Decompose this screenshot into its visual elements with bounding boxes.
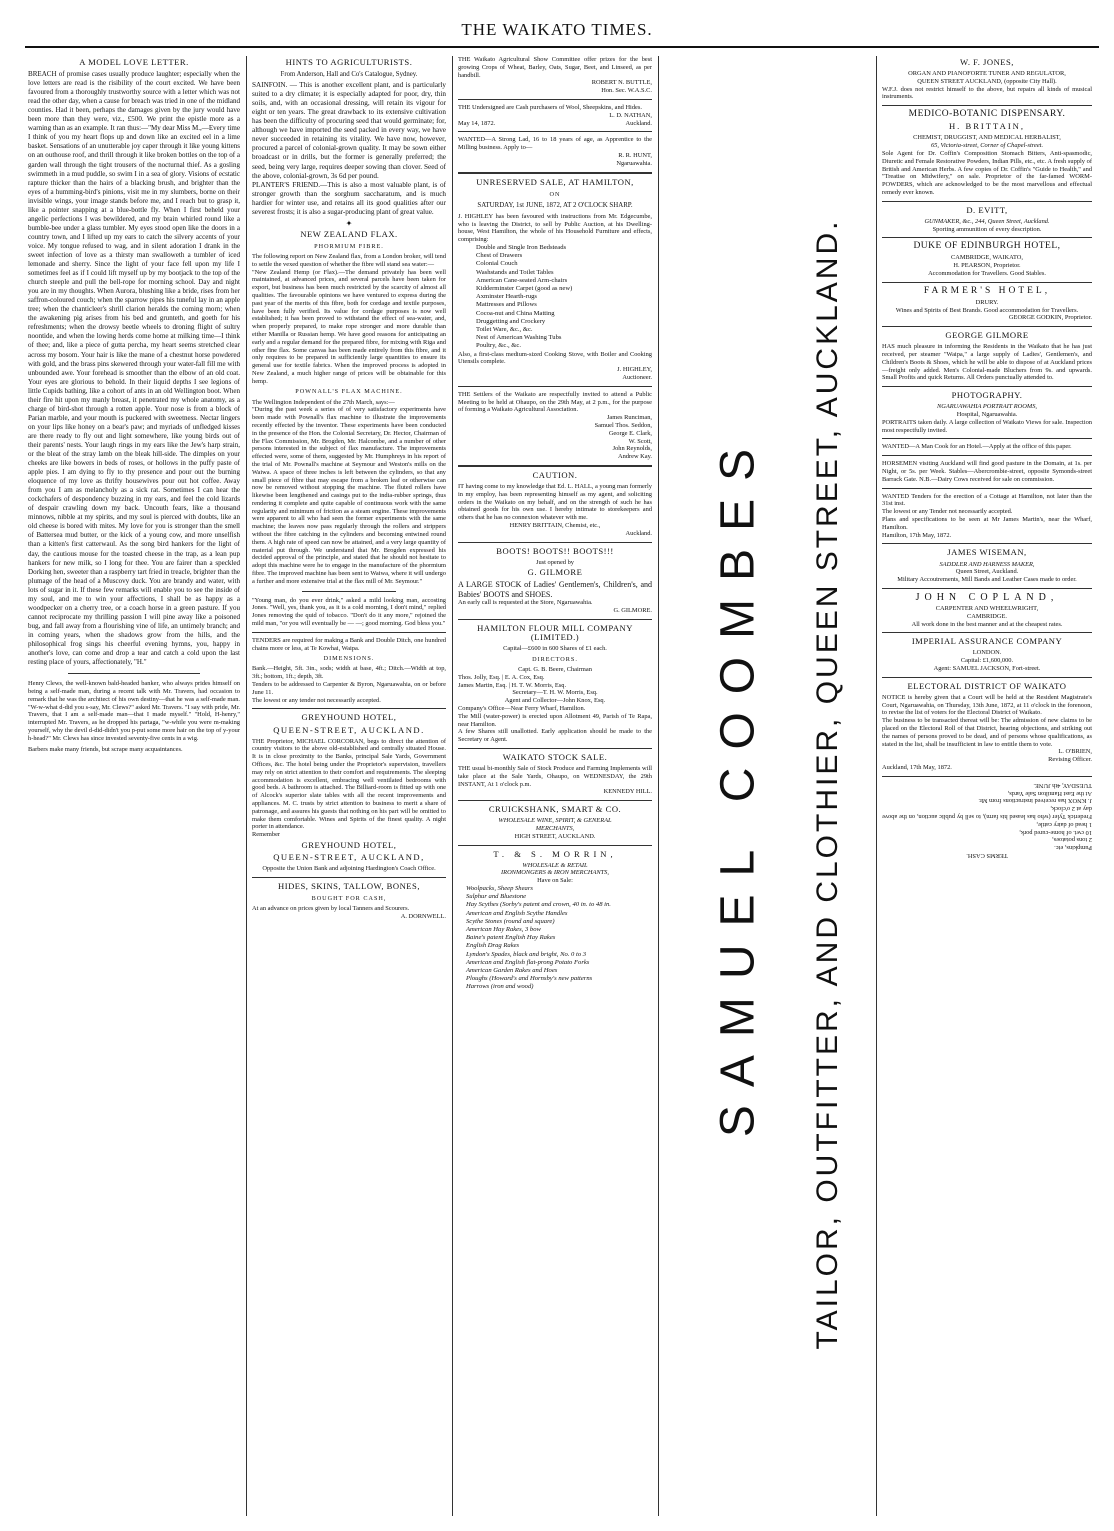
farmers-place: DRURY. xyxy=(975,298,999,306)
boots-by: Just opened by xyxy=(536,558,574,566)
hides-heading: HIDES, SKINS, TALLOW, BONES, xyxy=(278,880,420,891)
masthead xyxy=(0,0,1114,52)
divider xyxy=(882,455,1092,456)
evitt-body: Sporting ammunition of every description. xyxy=(932,225,1042,233)
inverted-line: Pumpkins, etc. xyxy=(1054,843,1092,851)
inverted-lines xyxy=(882,781,1092,851)
boots-body: A LARGE STOCK of Ladies' Gentlemen's, Children's, and Babies' BOOTS and SHOES. xyxy=(458,580,652,599)
sale-item: Cocoa-nut and China Matting xyxy=(476,309,555,317)
mill-secretary: Secretary—T. H. W. Morris, Esq. xyxy=(512,689,598,697)
sale-date: SATURDAY, 1st JUNE, 1872, AT 2 O'CLOCK SHARP. xyxy=(477,201,633,209)
sale-item: Poultry, &c., &c. xyxy=(476,342,521,350)
young-man-anecdote: "Young man, do you ever drink," asked a mild looking man, accosting Jones. "Well, yes, thank you, as it is a cold morning, I don't mind," replied Jones removing the quid of tobacco. "Don't do it any more," rejoined the mild man, "or you will eventually be — —; good morning. God bless you." xyxy=(252,596,446,628)
nathan-date: May 14, 1872. xyxy=(458,119,496,127)
stock-sale-heading: WAIKATO STOCK SALE. xyxy=(502,751,608,762)
photo-rooms: NGARUAWAHIA PORTRAIT ROOMS, xyxy=(936,403,1038,411)
botanic-address: 65, Victoria-street, Corner of Chapel-street. xyxy=(930,142,1044,150)
hints-heading: HINTS TO AGRICULTURISTS. xyxy=(285,57,413,67)
cottage-note: The lowest or any Tender not necessarily accepted. xyxy=(882,508,1013,516)
morrin-items xyxy=(458,885,652,992)
duke-heading: DUKE OF EDINBURGH HOTEL, xyxy=(913,241,1061,252)
morrin-item: American Hay Rakes, 3 bow xyxy=(466,926,541,934)
caution-place: Auckland. xyxy=(625,529,652,537)
pownall-report: "During the past week a series of of very satisfactory experiments have been made with Pownall's flax machine to illustrate the improvements recently effected by the inventor. These experiments have been conducted in the presence of the Hon. the Colonial Secretary, Dr. Hector, Chairman of the Flax Commission, Mr. Brogden, Mr. Halcombe, and a number of other persons interested in the subject of flax manufacture. The improvements effected were, some of them, suggested by Mr. Humphreys in his report of the trial of Mr. Pownall's machine at Seymour and Weston's mills on the Waiwa. A space of three inches is left between the cylinders, so that any small piece of fibre that may escape from a broken leaf or otherwise can now be removed without stopping the machine. The fluted rollers have likewise been lengthened and casings put to the india-rubber springs, thus rendering it complete and quite capable of continuous work with the same regularity and minimum of friction as a steam engine. These improvements were apparent to all who had seen the former experiments with the same machine; the leaves now pass regularly through the rollers and strippers without the fibre catching in the cylinders and becoming entwined round them. A high rate of speed can now be attained, and a very large quantity of material put through. We understand that Mr. Brogden expressed his decided approval of the principle, and stated that he should not hesitate to adopt this machine were he to engage in the manufacture of the phormium fibre. The improved machine has been sent to Waiwa, where it will undergo a further and more extensive trial at the flax mill of Mr. Seymour." xyxy=(252,406,446,585)
greyhound-remember: Remember xyxy=(252,831,281,839)
hints-source: From Anderson, Hall and Co's Catalogue, Sydney. xyxy=(280,71,418,79)
duke-body: Accommodation for Travellers. Good Stables. xyxy=(928,269,1046,277)
cruickshank-trade: WHOLESALE WINE, SPIRIT, & GENERAL xyxy=(498,817,612,825)
caution-signature: HENRY BRITTAIN, Chemist, etc., xyxy=(509,521,601,529)
morrin-item: Lyndon's Spades, black and bright, No. 0 to 3 xyxy=(466,950,587,958)
column-rule xyxy=(658,56,659,1516)
botanic-body: Sole Agent for Dr. Coffin's Composition Stomach Bitters, Anti-spasmodic, Diuretic and Female Restorative Powders, Indian Pills, etc., etc. A fresh supply of British and American Herbs. A few copies of Dr. Coffin's "Guide to Health," and "Treatise on Midwifery," on sale. Proprietor of the far-famed WORM-POWDERS, which are acknowledged to be the most marvellous and effectual remedy ever known. xyxy=(882,149,1092,196)
planters-friend-text: PLANTER'S FRIEND.—This is also a most valuable plant, is of stronger growth than the sorghum saccharatum, and is much hardier for winter use, and retains all its good qualities after our severest frosts; it is also a sugar-producing plant of great value. xyxy=(252,180,446,216)
jones-body: W.F.J. does not restrict himself to the above, but repairs all kinds of musical instruments. xyxy=(882,85,1092,101)
divider xyxy=(882,237,1092,238)
sale-item: Kidderminster Carpet (good as new) xyxy=(476,284,573,292)
morrin-heading: T. & S. MORRIN, xyxy=(493,848,617,859)
divider xyxy=(882,105,1092,106)
divider xyxy=(252,708,446,709)
love-letter-heading: A MODEL LOVE LETTER. xyxy=(79,57,189,67)
greyhound-hotel-name: GREYHOUND HOTEL, xyxy=(301,712,397,723)
sale-item: Colonial Couch xyxy=(476,260,518,268)
cook-wanted-ad: WANTED—A Man Cook for an Hotel.—Apply at the office of this paper. xyxy=(882,443,1072,451)
divider xyxy=(882,386,1092,387)
divider xyxy=(882,632,1092,633)
morrin-item: Ploughs (Howard's and Hornsby's new patterns xyxy=(466,975,593,983)
coombes-advertisement xyxy=(660,52,875,1516)
divider xyxy=(458,465,652,467)
inverted-auction-ad xyxy=(882,781,1092,859)
coombes-trade-line: TAILOR, OUTFITTER, AND CLOTHIER, QUEEN STREET, AUCKLAND. xyxy=(810,218,844,1350)
greyhound-opposite: Opposite the Union Bank and adjoining Hardington's Coach Office. xyxy=(262,865,436,873)
sale-item: Chest of Drawers xyxy=(476,252,523,260)
barbers-joke: Barbers make many friends, but scrape many acquaintances. xyxy=(28,745,183,753)
divider xyxy=(882,588,1092,589)
inverted-line: 1 head of dairy cattle, xyxy=(1036,820,1092,828)
settler-name: James Runciman, xyxy=(606,414,652,422)
duke-place: CAMBRIDGE, WAIKATO, xyxy=(950,254,1023,262)
sale-heading: UNRESERVED SALE, AT HAMILTON, xyxy=(476,176,634,187)
divider xyxy=(458,386,652,387)
copland-heading: JOHN COPLAND, xyxy=(915,591,1059,603)
stock-sale-signature: KENNEDY HILL. xyxy=(603,788,652,796)
star-ornament: ✦ xyxy=(345,218,353,228)
sale-also: Also, a first-class medium-sized Cooking Stove, with Boiler and Cooking Utensils complete. xyxy=(458,350,652,366)
cottage-tender-ad: WANTED Tenders for the erection of a Cottage at Hamilton, not later than the 31st inst. xyxy=(882,492,1092,508)
gilmore-body: HAS much pleasure in informing the Residents in the Waikato that he has just received, per steamer "Waipa," a large supply of Ladies', Gentlemen's, and Children's Boots & Shoes, which he will be able to dispose of at Auckland prices—freight only added. Men's Colonial-made Bluchers from 9s. and upwards. Small Profits and quick Returns. All Orders punctually attended to. xyxy=(882,343,1092,382)
morrin-item: English Drag Rakes xyxy=(466,942,520,950)
settlers-meeting-ad: THE Settlers of the Waikato are respectfully invited to attend a Public Meeting to be held at Ohaupo, on the 29th May, at 2 p.m., for the purpose of forming a Waikato Agricultural Association. xyxy=(458,390,652,414)
sale-item: Double and Single Iron Bedsteads xyxy=(476,243,567,251)
column-5 xyxy=(882,56,1092,1516)
copland-body: All work done in the best manner and at the cheapest rates. xyxy=(911,620,1063,628)
greyhound-hotel-name-2: GREYHOUND HOTEL, xyxy=(301,839,397,850)
column-rule xyxy=(452,56,453,1516)
pownall-intro: The Wellington Independent of the 27th March, says:— xyxy=(252,398,395,406)
imperial-capital: Capital: £1,600,000. xyxy=(960,657,1014,665)
sale-item: Mattresses and Pillows xyxy=(476,301,537,309)
coombes-name: SAMUEL COOMBES xyxy=(711,430,764,1138)
inverted-terms: TERMS CASH. xyxy=(966,851,1008,859)
divider xyxy=(458,748,652,749)
wanted-signature: R. R. HUNT, xyxy=(618,151,652,159)
cruickshank-street: HIGH STREET, AUCKLAND. xyxy=(514,832,596,840)
inverted-line: 2 tons potatoes, xyxy=(1052,836,1092,844)
morrin-trade-2: IRONMONGERS & IRON MERCHANTS, xyxy=(501,869,609,877)
jones-address: QUEEN STREET AUCKLAND, (opposite City Hall). xyxy=(917,77,1057,85)
column-2 xyxy=(252,56,446,1516)
cruickshank-heading: CRUICKSHANK, SMART & CO. xyxy=(488,804,622,815)
mill-capital: Capital—£600 in 600 Shares of £1 each. xyxy=(503,645,607,653)
inverted-line: At the East Hamilton Sale Yards, xyxy=(1007,789,1092,797)
flax-intro: The following report on New Zealand flax, from a London broker, will tend to settle the vexed question of whether the fibre will stand sea water:— xyxy=(252,252,446,268)
photo-heading: PHOTOGRAPHY. xyxy=(951,390,1023,401)
jones-trade: ORGAN AND PIANOFORTE TUNER AND REGULATOR, xyxy=(908,70,1066,78)
duke-proprietor: H. PEARSON, Proprietor. xyxy=(953,262,1021,270)
divider xyxy=(882,282,1092,283)
caution-body: IT having come to my knowledge that Ed. L. HALL, a young man formerly in my employ, has been representing himself as my agent, and soliciting orders in the Waikato on my behalf, and on the strength of such he has obtained goods for his own use. I hereby intimate to storekeepers and others that he has no connexion whatever with me. xyxy=(458,482,652,522)
mill-directors-heading: DIRECTORS. xyxy=(532,655,578,663)
hides-signature: A. DORNWELL. xyxy=(400,912,446,920)
greyhound-hotel-body: THE Proprietor, MICHAEL CORCORAN, begs to direct the attention of country visitors to the above old-established and centrally situated House. It is in close proximity to the Banks, principal Sale Yards, Government Offices, &c. The hotel being under the Proprietor's supervision, travellers may rely on strict attention to their comfort and requirements. The sleeping accommodation is excellent, embracing well ventilated bedrooms with good beds. A bathroom is attached. The Billiard-room is fitted up with one of Alcock's superior slate tables with all the recent improvements and appliances. M. C. trusts by strict attention to business to merit a share of patronage, and assures his guests that nothing on his part will be omitted to make them comfortable. Wines and Spirits of the finest quality. A night porter in attendance. xyxy=(252,737,446,831)
tenders-ad: TENDERS are required for making a Bank and Double Ditch, one hundred chains more or less, at Te Kowhai, Waipa. xyxy=(252,636,446,652)
divider xyxy=(882,677,1092,678)
tenders-address: Tenders to be addressed to Carpenter & Byron, Ngaruawahia, on or before June 11. xyxy=(252,681,446,696)
botanic-name: H. BRITTAIN, xyxy=(948,121,1026,132)
sale-on: ON xyxy=(549,190,561,198)
boots-heading: BOOTS! BOOTS!! BOOTS!!! xyxy=(496,545,614,556)
botanic-heading: MEDICO-BOTANIC DISPENSARY. xyxy=(908,109,1066,120)
inverted-line: 10 cwt. of home-cured pork, xyxy=(1019,828,1092,836)
divider xyxy=(68,673,200,674)
flax-subheading: PHORMIUM FIBRE. xyxy=(314,242,384,250)
gilmore-heading: GEORGE GILMORE xyxy=(945,330,1029,341)
sale-item: Druggetting and Crockery xyxy=(476,317,546,325)
column-1 xyxy=(28,56,240,1516)
cottage-date: Hamilton, 17th May, 1872. xyxy=(882,531,952,539)
sale-item: American Cane-seated Arm-chairs xyxy=(476,276,568,284)
morrin-item: American and English Scythe Handles xyxy=(466,909,568,917)
imperial-heading: IMPERIAL ASSURANCE COMPANY xyxy=(911,636,1063,647)
sale-item: Toilet Ware, &c., &c. xyxy=(476,325,533,333)
pownall-heading: POWNALL'S FLAX MACHINE. xyxy=(295,388,403,396)
inverted-line: Frederick Tyler (who has leased his farm), to sell by public auction, on the above day at 2 o'clock, xyxy=(882,804,1092,820)
morrin-item: Harrows (iron and wood) xyxy=(466,983,534,991)
nathan-ad: THE Undersigned are Cash purchasers of Wool, Sheepskins, and Hides. xyxy=(458,103,642,111)
divider xyxy=(882,201,1092,202)
greyhound-hotel-street: QUEEN-STREET, AUCKLAND. xyxy=(273,724,425,735)
divider xyxy=(882,326,1092,327)
show-signature-title: Hon. Sec. W.A.S.C. xyxy=(601,87,652,95)
divider xyxy=(458,845,652,846)
wiseman-trade: SADDLER AND HARNESS MAKER, xyxy=(939,560,1035,568)
mill-heading: HAMILTON FLOUR MILL COMPANY (LIMITED.) xyxy=(477,623,633,643)
wiseman-heading: JAMES WISEMAN, xyxy=(947,547,1027,558)
masthead-rule xyxy=(25,46,1099,48)
nathan-signature: L. D. NATHAN, xyxy=(609,111,652,119)
morrin-item: Scythe Stones (round and square) xyxy=(466,917,555,925)
botanic-trade: CHEMIST, DRUGGIST, AND MEDICAL HERBALIST, xyxy=(913,134,1061,142)
caution-heading: CAUTION. xyxy=(532,469,578,480)
divider xyxy=(252,632,446,633)
hides-subheading: BOUGHT FOR CASH, xyxy=(311,894,387,902)
mill-agent: Agent and Collector—John Knox, Esq. xyxy=(504,697,606,705)
electoral-heading: ELECTORAL DISTRICT OF WAIKATO xyxy=(907,680,1067,691)
electoral-date: Auckland, 17th May, 1872. xyxy=(882,763,952,771)
mill-shares: A few Shares still unallotted. Early application should be made to the Secretary or Agent. xyxy=(458,728,652,744)
divider xyxy=(458,131,652,132)
settler-name: Samuel Thos. Seddon, xyxy=(594,421,652,429)
divider xyxy=(458,800,652,801)
copland-trade: CARPENTER AND WHEELWRIGHT, xyxy=(935,604,1039,612)
settler-name: W. Scott, xyxy=(628,437,652,445)
column-rule xyxy=(876,56,877,1516)
photo-body: PORTRAITS taken daily. A large collection of Waikato Views for sale. Inspection most respectfully invited. xyxy=(882,418,1092,434)
newspaper-title: THE WAIKATO TIMES. xyxy=(461,20,653,39)
tenders-dimensions-heading: DIMENSIONS. xyxy=(323,655,375,663)
electoral-body-2: The business to be transacted thereat will be: The admission of new claims to be placed on the Electoral Roll of that District, hearing objections, and striking out the names of persons proved to be dead, and of persons whose qualifications, as stated in the list, shall be insufficient in law to entitle them to vote. xyxy=(882,717,1092,748)
sale-item: Axminster Hearth-rugs xyxy=(476,293,537,301)
divider xyxy=(458,619,652,620)
sale-signature: J. HIGHLEY, xyxy=(617,366,652,374)
evitt-heading: D. EVITT, xyxy=(966,204,1008,215)
stock-sale-body: THE usual bi-monthly Sale of Stock Produce and Farming Implements will take place at the Sale Yards, Ohaupo, on WEDNESDAY, the 29th INSTANT, At 1 o'clock p.m. xyxy=(458,764,652,788)
sale-items xyxy=(458,244,652,351)
cruickshank-trade-2: MERCHANTS, xyxy=(535,824,575,832)
divider xyxy=(252,877,446,878)
divider xyxy=(458,542,652,543)
clews-anecdote: Henry Clews, the well-known bald-headed banker, who always prides himself on being a self-made man, during a recent talk with Mr. Travers, had occasion to remark that he was the architect of his own destiny—that he was a self-made man. "W-w-what d-did you s-say, Mr. Clews?" asked Mr. Travers. "I say with pride, Mr. Travers, that I am a self-made man—that I made myself." "Hold, H-henry," interrupted Mr. Travers, as he dropped his partaga, "w-while you were m-making yourself, why the devil d-did-didn't you p-put some more hair on the top of y-your h-head?" Mr. Clews has since invested seventy-five cents in a wig. xyxy=(28,680,240,742)
copland-place: CAMBRIDGE. xyxy=(967,612,1007,620)
inverted-line: J. KNOX has received instructions from Mr. xyxy=(978,797,1092,805)
morrin-item: American Garden Rakes and Hoes xyxy=(466,967,558,975)
morrin-trade: WHOLESALE & RETAIL xyxy=(522,861,588,869)
boots-call: An early call is requested at the Store, Ngaruawahia. xyxy=(458,599,593,607)
sale-body: J. HIGHLEY has been favoured with instructions from Mr. Edgecumbe, who is leaving the District, to sell by Public Auction, at his Dwelling-house, West Hamilton, the whole of his Household Furniture and effects, comprising: xyxy=(458,212,652,244)
settler-name: Andrew Kay. xyxy=(617,453,652,461)
mill-chairman: Capt. G. B. Beere, Chairman xyxy=(518,665,592,673)
divider xyxy=(882,776,1092,777)
tenders-note: The lowest or any tender not necessarily accepted. xyxy=(252,696,381,704)
wanted-place: Ngaruawahia. xyxy=(616,159,652,167)
morrin-item: Baine's patent English Hay Rakes xyxy=(466,934,556,942)
love-letter-body: BREACH of promise cases usually produce laughter; especially when the love letters are read is the risibility of the court excited. We have been favoured from a thoroughly trustworthy source with a letter which was not read the other day, when a cause for breach was tried in one of the midland counties. Had it been, perhaps the damages given by the jury would have been more than they were, viz., £500. We print the epistle more as a warning than as an example. It ran thus:—"My dear Miss M.,—Every time I think of you my heart flops up and down like an excited eel in a lime basket. Sensations of an unutterable joy caper through it like young kittens on an outhouse roof, and thrill through it like broken bottles on the top of a garden wall through the tight trousers of the nocturnal thief. As a gosling swimmeth in a mud puddle, so swim I in a sea of glory. Visions of ecstatic rapture thicker than the hairs of a blacking brush, and brighter than the eyes of a humming-bird's pinions, visit me in my slumbers, borne on their invisible wings, your image stands before me, and I reach but to grasp it, like a pointer snapping at a blue-bottle fly. When I first beheld your angelic perfections I was bewildered, and my brain whirled round like a bumble-bee under a glass tumbler. My eyes stood open like the doors in a country town, and I lifted up my ears to catch the silvery accents of your voice. My tongue refused to wag, and in silent adoration I drank in the sweet infection of love as a thirsty man swalloweth a tumbler of iced lemonade and sherry. Since the light of your face fell upon my life I sometimes feel as if I could lift myself up by my bootjack to the top of the church steeple and pull the bell-rope for morning school. Day and night you are in my thoughts. When Aurora, blushing like a bride, rises from her saffron-coloured couch; when the sparrow pipes his tuneful lay in an apple tree; when the chanticleer's shrill clarion heralds the coming morn; when the awakening pig arises from his bed and grunteth, and goeth for his refreshments; when the drowsy beetle wheels to droning flight of sultry noontide, and when the lowing herds come home at milking time—I think of thee; and, like a piece of gutta percha, my heart seems stretched clear across my bosom. Your hair is like the mane of a chestnut horse powdered with gold, and the brass pins skewered through your water-fall fill me with unbounded awe. Your forehead is smoother than the elbow of an old coat. Your eyes are glorious to behold. In their liquid depths I see legions of little Cupids bathing, like a cohort of ants in an old Wellington boot. When their fire hit upon my manly breast, it penetrated my whole anatomy, as a charge of bird-shot through a rotten apple. Your nose is from a block of Parian marble, and your mouth is puckered with sweetness. Nectar lingers on your lips like honey on a bear's paw; and myriads of unfledged kisses are there ready to fly out and light somewhere, like young birds out of their parents' nests. Your laugh rings in my ears like the Jew's harp strain, or the bleat of the stray lamb on the bleak hill-side. The dimples on your cheeks are like bowers in beds of roses, or hollows in the puffy paste of apple pies. I am dying to fly to thy presence and pour out the burning eloquence of my love as thrifty housewives pour out hot coffee. Away from you I am as melancholy as a sick rat. Sometimes I can hear the cockchafers of despondency buzzing in my ears, and feel the cold lizards of despair crawling down my back. Uncouth fears, like a thousand minnows, nibble at my spirits, and my soul is pierced with doubts, like an old cheese is bored with mites. My love for you is stronger than the smell of Battersea mud butter, or the kick of a young cow, and more unselfish than a kitten's first catterwaul. As the song bird hankers for the light of day, the cautious mouse for the toasted cheese in the trap, as a lean pup hankers for new milk, so I long for thee. You are fairer than a speckled Dorking hen, sweeter than a raspberry tart fried in treacle, brighter than the plumage of the head of a Muscovy duck. You are brandy and water, with lots of sugar in it. If these few remarks will enable you to see the inside of my soul, and me to win your affections, I shall be as happy as a woodpecker on a cherry tree, or a coach horse in a green pasture. If you cannot reciprocate my thrilling passion I will pine away like a poisoned bug, and fall away from a flourishing vine of life, an untimely branch; and in coming years, when the shadows grow from the hills, and the philosophical frog sings his cheerful evening hymns, you, happy in another's love, can come and drop a tear and catch a cold upon the last resting place of yours, affectionately, "H." xyxy=(28,70,240,667)
divider xyxy=(882,438,1092,439)
morrin-item: Hay Scythes (Sorby's patent and crown, 40 in. to 48 in. xyxy=(466,901,611,909)
divider xyxy=(458,99,652,100)
photo-place: Hospital, Ngaruawahia. xyxy=(956,411,1018,419)
flax-report: "New Zealand Hemp (or Flax).—The demand privately has been well maintained, at advanced prices, and several parcels have been taken for export, but business has been much restricted by the scarcity of almost all qualities. The favourable opinions we have ventured to express during the past year of the merits of this fibre, both for cordage and textile purposes, have been fully verified. Its value for cordage purposes is now well established; it has been proved to withstand the effect of sea-water, and, when properly prepared, to make rope stronger and more durable than either Manilla or Russian hemp. We have good reasons for anticipating an early and a regular demand for the prepared fibre, for mixing with Riga and other fine flax. Some canvas has been made entirely from this fibre, and it only requires to be prepared in sufficiently large quantities to ensure its general use for textile fabrics. When the improved process is adopted in New Zealand, a much higher range of prices will be obtainable for this hemp. xyxy=(252,268,446,385)
wiseman-body: Military Accoutrements, Mill Bands and Leather Cases made to order. xyxy=(897,576,1077,584)
imperial-agent: Agent: SAMUEL JACKSON, Fort-street. xyxy=(933,664,1041,672)
farmers-signature: GEORGE GODKIN, Proprietor. xyxy=(1008,314,1092,322)
divider xyxy=(882,543,1092,544)
hides-body: At an advance on prices given by local Tanners and Scourers. xyxy=(252,904,410,912)
column-3 xyxy=(458,56,652,1516)
electoral-body: NOTICE is hereby given that a Court will be held at the Resident Magistrate's Court, Ngaruawahia, on Thursday, 13th June, 1872, at 11 o'clock in the forenoon, to revise the list of voters for the Electoral District of Waikato. xyxy=(882,693,1092,717)
imperial-place: LONDON. xyxy=(972,649,1002,657)
morrin-item: Sulphur and Bluestone xyxy=(466,893,527,901)
wiseman-address: Queen Street, Auckland. xyxy=(955,568,1019,576)
electoral-signature-title: Revising Officer. xyxy=(1048,756,1092,764)
farmers-body: Wines and Spirits of Best Brands. Good accommodation for Travellers. xyxy=(895,306,1079,314)
show-signature: ROBERT N. BUTTLE, xyxy=(591,79,652,87)
boots-signature: G. GILMORE. xyxy=(613,607,652,615)
nathan-footer xyxy=(458,120,652,128)
divider xyxy=(302,591,396,592)
greyhound-hotel-street-2: QUEEN-STREET, AUCKLAND, xyxy=(273,851,425,862)
divider xyxy=(458,172,652,174)
mill-directors-2: James Martin, Esq. | H. T. W. Morris, Esq. xyxy=(458,681,567,689)
morrin-item: American and English flat-prong Potato Forks xyxy=(466,958,590,966)
electoral-signature: L. O'BRIEN, xyxy=(1058,748,1092,756)
sale-item: Washstands and Toilet Tables xyxy=(476,268,554,276)
cottage-plans: Plans and specifications to be seen at Mr James Martin's, near the Wharf, Hamilton. xyxy=(882,516,1092,531)
settler-name: John Reynolds, xyxy=(612,445,652,453)
mill-directors-1: Thos. Jolly, Esq. | E. A. Cox, Esq. xyxy=(458,673,545,681)
tenders-dimensions: Bank.—Height, 5ft. 3in., sods; width at base, 4ft.; Ditch.—Width at top, 3ft.; bottom, 1ft.; depth, 3ft. xyxy=(252,665,446,681)
sale-item: Nest of American Washing Tubs xyxy=(476,334,562,342)
sainfoin-text: SAINFOIN. — This is another excellent plant, and is particularly suited to a dry climate; it is especially adapted for poor, dry, thin soils, and, with an occasional dressing, will retain its vigour for eight or ten years. The great drawback to its extensive cultivation has been the difficulty of procuring seed that would germinate; for, although we have imported the seed packed in every way, we have never succeeded in retaining its vitality. We have now, however, procured a parcel of colonial-grown quality. It may be sown either broadcast or in drills, but the former is generally preferred; the seed, being very large, requires deeper sowing than clover. Seed of the above, colonial-grown, 3s 6d per pound. xyxy=(252,81,446,180)
settler-name: George E. Clark, xyxy=(608,429,652,437)
evitt-trade: GUNMAKER, &c., 244, Queen Street, Auckland. xyxy=(924,217,1050,225)
sale-signature-title: Auctioneer. xyxy=(622,373,652,381)
show-committee-ad: THE Waikato Agricultural Show Committee offer prizes for the best growing Crops of Wheat, Barley, Oats, Sugar, Beet, and Linseed, as per handbill. xyxy=(458,56,652,79)
farmers-heading: FARMER'S HOTEL, xyxy=(923,285,1051,296)
horsemen-ad: HORSEMEN visiting Auckland will find good pasture in the Domain, at 1s. per Night, or 5s. per Week. Stables—Abercrombie-street, opposite Symonds-street Barrack Gate. N.B.—Dairy Cows received for sale on commission. xyxy=(882,460,1092,483)
settlers-names xyxy=(458,414,652,461)
column-rule xyxy=(246,56,247,1516)
mill-office: Company's Office—Near Ferry Wharf, Hamilton. xyxy=(458,704,586,712)
boots-name: G. GILMORE xyxy=(527,567,583,578)
morrin-item: Woolpacks, Sheep Shears xyxy=(466,885,533,893)
jones-heading: W. F. JONES, xyxy=(960,57,1014,67)
wanted-lad-ad: WANTED—A Strong Lad, 16 to 18 years of age, as Apprentice to the Milling business. Apply to— xyxy=(458,136,652,152)
mill-body: The Mill (water-power) is erected upon Allotment 49, Parish of Te Rapa, near Hamilton. xyxy=(458,712,652,728)
flax-heading: NEW ZEALAND FLAX. xyxy=(300,228,398,239)
inverted-line: TUESDAY, 4th JUNE. xyxy=(1033,781,1092,789)
divider xyxy=(882,488,1092,489)
nathan-place: Auckland. xyxy=(625,119,652,127)
morrin-sale: Have on Sale: xyxy=(537,877,573,885)
